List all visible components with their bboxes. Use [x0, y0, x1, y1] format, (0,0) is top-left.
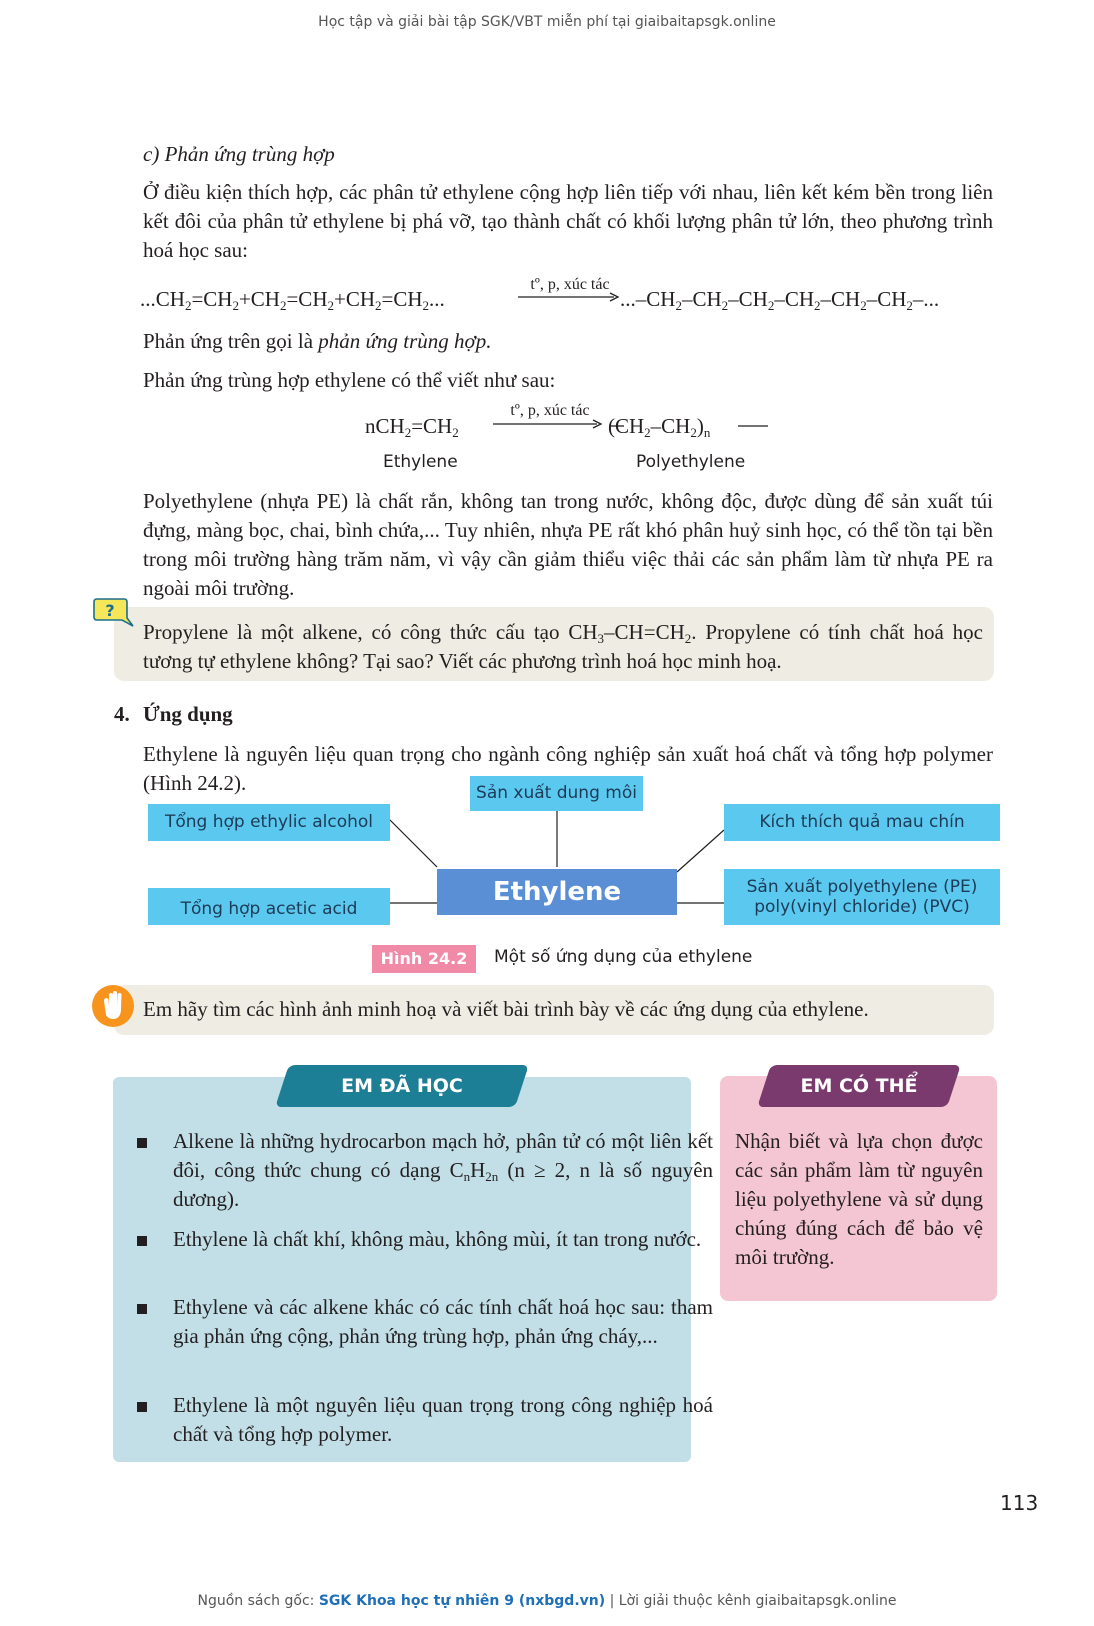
footer-suffix: | Lời giải thuộc kênh giaibaitapsgk.online — [605, 1593, 897, 1609]
learned-list — [173, 1127, 713, 1457]
figure-caption: Một số ứng dụng của ethylene — [494, 947, 753, 967]
list-item — [173, 1225, 713, 1254]
diagram-box-ripening: Kích thích quả mau chín — [724, 804, 1000, 841]
can-do-title: EM CÓ THỂ — [800, 1075, 918, 1097]
section-4-intro: Ethylene là nguyên liệu quan trọng cho ngành công nghiệp sản xuất hoá chất và tổng hợp polymer (Hình 24.2). — [143, 742, 993, 795]
section-c-title: c) Phản ứng trùng hợp — [143, 142, 335, 166]
learned-item-2: Ethylene là chất khí, không màu, không mùi, ít tan trong nước. — [173, 1227, 702, 1251]
diagram-box-pe-pvc — [724, 869, 1000, 925]
reaction-name: phản ứng trùng hợp. — [318, 329, 492, 353]
learned-item-3: Ethylene và các alkene khác có các tính chất hoá học sau: tham gia phản ứng cộng, phản ứng trùng hợp, phản ứng cháy,... — [173, 1295, 713, 1348]
activity-text: Em hãy tìm các hình ảnh minh hoạ và viết bài trình bày về các ứng dụng của ethylene. — [143, 997, 869, 1021]
footer-source: SGK Khoa học tự nhiên 9 (nxbgd.vn) — [318, 1593, 606, 1609]
page-number: 113 — [1000, 1491, 1039, 1515]
diagram-box-acetic-acid: Tổng hợp acetic acid — [148, 888, 390, 925]
diagram-box-solvent: Sản xuất dung môi — [470, 776, 643, 811]
can-do-text: Nhận biết và lựa chọn được các sản phẩm làm từ nguyên liệu polyethylene và sử dụng chúng đúng cách để bảo vệ môi trường. — [735, 1129, 983, 1269]
diagram-pe-line: Sản xuất polyethylene (PE) — [746, 877, 978, 897]
section-c-intro: Ở điều kiện thích hợp, các phân tử ethylene cộng hợp liên tiếp với nhau, liên kết kém bền trong liên kết đôi của phân tử ethylene bị phá vỡ, tạo thành chất có khối lượng phân tử lớn, theo phương trình hoá học sau: — [143, 180, 993, 262]
question-text-c: . Propylene có tính chất hoá học tương tự ethylene không? Tại sao? Viết các phương trình hoá học minh hoạ. — [143, 620, 983, 673]
learned-item-4: Ethylene là một nguyên liệu quan trọng trong công nghiệp hoá chất và tổng hợp polymer. — [173, 1393, 713, 1446]
ethylene-label: Ethylene — [383, 452, 458, 472]
list-item — [173, 1391, 713, 1449]
question-text: Propylene là một alkene, có công thức cấu tạo $CH_3-CH=CH_2$. Propylene có tính chất hoá học tương tự ethylene không? Tại sao? Viết các phương trình hoá học minh hoạ. — [143, 620, 983, 673]
equation-1-product: $...-CH_2-CH_2-CH_2-CH_2-CH_2-CH_2-$... — [620, 287, 940, 313]
section-4-title: Ứng dụng — [143, 702, 233, 726]
reaction-name-prefix: Phản ứng trên gọi là — [143, 329, 319, 353]
svg-text:?: ? — [105, 601, 115, 620]
diagram-center-ethylene: Ethylene — [437, 869, 677, 915]
page-footer — [0, 1593, 1094, 1609]
list-item: Alkene là những hydrocarbon mạch hở, phân tử có một liên kết đôi, công thức chung có dạng $C_nH_{2n}$ (n ≥ 2, n là số nguyên dương). — [173, 1127, 713, 1214]
section-4-number: 4. — [114, 702, 130, 726]
short-intro: Phản ứng trùng hợp ethylene có thể viết như sau: — [143, 368, 556, 392]
equation-2-condition: tº, p, xúc tác — [510, 402, 590, 419]
list-item — [173, 1293, 713, 1351]
pe-paragraph: Polyethylene (nhựa PE) là chất rắn, không tan trong nước, không độc, được dùng để sản xuất túi đựng, màng bọc, chai, bình chứa,... Tuy nhiên, nhựa PE rất khó phân huỷ sinh học, có thể tồn tại bền trong môi trường hàng trăm năm, vì vậy cần giảm thiểu việc thải các sản phẩm làm từ nhựa PE ra ngoài môi trường. — [143, 489, 993, 600]
learned-item-1a: Alkene là những hydrocarbon mạch hở, phân tử có một liên kết đôi, công thức chung có dạng C — [173, 1129, 713, 1182]
figure-label: Hình 24.2 — [372, 945, 476, 973]
question-text-b: –CH=CH — [604, 620, 685, 644]
question-text-a: Propylene là một alkene, có công thức cấu tạo CH — [143, 620, 598, 644]
equation-2-right: $(CH_2-CH_2)_n$ — [608, 414, 711, 440]
polyethylene-label: Polyethylene — [636, 452, 746, 472]
equation-2-left: $nCH_2=CH_2$ — [365, 414, 459, 440]
footer-prefix: Nguồn sách gốc: — [197, 1593, 319, 1609]
equation-1-condition: tº, p, xúc tác — [530, 276, 610, 293]
equation-1: $...CH_2=CH_2+CH_2=CH_2+CH_2=CH_2$... — [140, 287, 445, 313]
hand-icon — [92, 985, 134, 1027]
diagram-box-ethylic-alcohol: Tổng hợp ethylic alcohol — [148, 804, 390, 841]
diagram-pvc-line: poly(vinyl chloride) (PVC) — [754, 897, 970, 917]
learned-item-1b: (n ≥ 2, n là số nguyên dương). — [173, 1158, 714, 1211]
learned-title: EM ĐÃ HỌC — [341, 1075, 463, 1097]
page-header: Học tập và giải bài tập SGK/VBT miễn phí tại giaibaitapsgk.online — [318, 14, 776, 30]
